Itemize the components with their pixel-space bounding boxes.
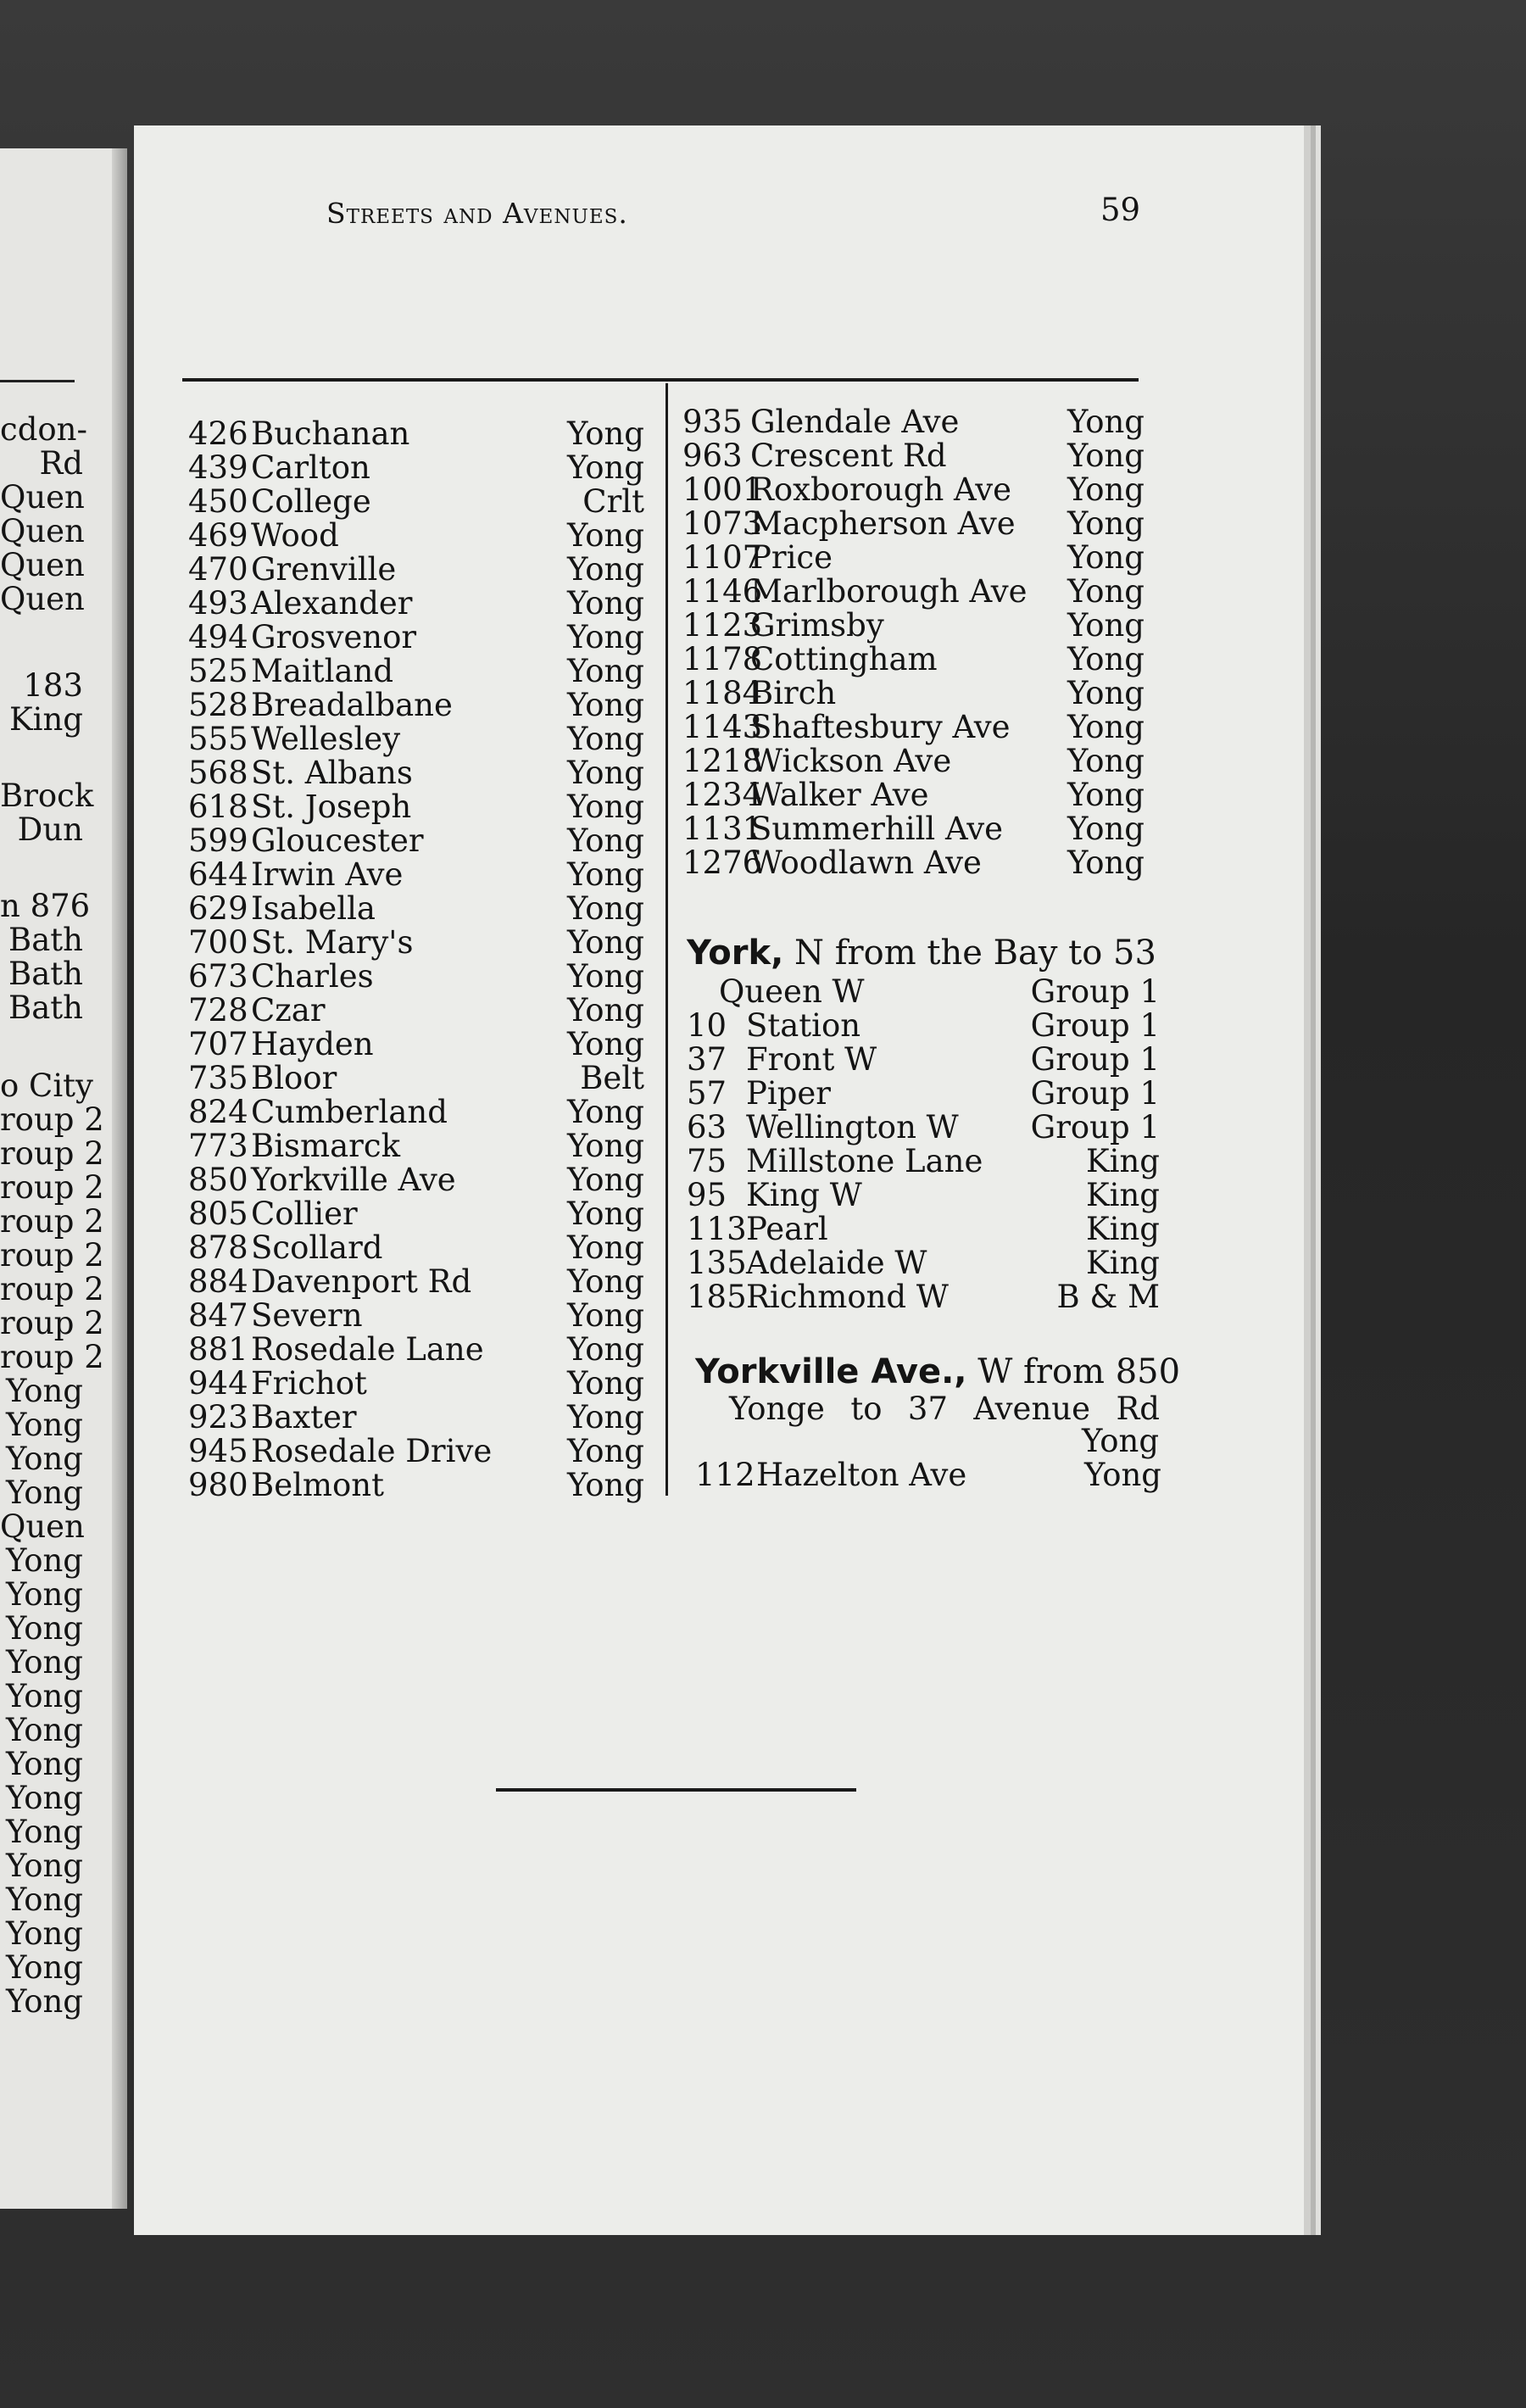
street-name: Shaftesbury Ave — [750, 709, 1011, 745]
street-name: Cottingham — [750, 641, 938, 677]
street-entry — [188, 1062, 644, 1095]
street-entry — [188, 587, 644, 621]
street-group: Yong — [566, 755, 644, 791]
facing-page-text: Yong — [5, 1441, 83, 1477]
street-name: Czar — [251, 992, 326, 1028]
facing-page-text: cdon- — [0, 411, 88, 448]
street-number: 923 — [188, 1399, 248, 1435]
facing-page-text: roup 2 — [0, 1203, 104, 1240]
street-name: Pearl — [746, 1211, 828, 1247]
facing-page-text: Bath — [8, 922, 83, 958]
street-entry — [188, 1333, 644, 1367]
street-name: Queen W — [719, 973, 865, 1010]
street-number: 847 — [188, 1297, 248, 1334]
facing-page-text: roup 2 — [0, 1135, 104, 1172]
york-heading — [687, 935, 1160, 971]
facing-page-text: roup 2 — [0, 1305, 104, 1341]
street-number: 644 — [188, 856, 248, 893]
street-group: Yong — [566, 653, 644, 689]
street-entry — [687, 1280, 1160, 1314]
street-group: Yong — [1067, 743, 1144, 779]
street-group: Yong — [566, 517, 644, 554]
street-group: Yong — [566, 1026, 644, 1062]
street-group: Yong — [1067, 709, 1144, 745]
facing-page-text: Quen — [0, 479, 85, 516]
street-number: 1276 — [682, 844, 763, 881]
street-group: Group 1 — [1030, 1007, 1160, 1044]
street-number: 1131 — [682, 811, 763, 847]
facing-page-text: n 876 — [0, 888, 91, 924]
street-name: Grosvenor — [251, 619, 417, 655]
street-name: Rosedale Drive — [251, 1433, 493, 1469]
street-name: Hazelton Ave — [756, 1457, 967, 1493]
street-entry — [188, 1367, 644, 1401]
facing-page-text: Yong — [5, 1474, 83, 1511]
street-group: Yong — [1067, 404, 1144, 440]
street-name: King W — [746, 1177, 862, 1213]
street-group: Crlt — [582, 483, 644, 520]
street-group: Yong — [1067, 607, 1144, 644]
facing-page-text: roup 2 — [0, 1101, 104, 1138]
street-name: Summerhill Ave — [750, 811, 1004, 847]
facing-page-text: roup 2 — [0, 1237, 104, 1274]
street-entry — [188, 417, 644, 451]
street-entry — [188, 688, 644, 722]
street-name: Severn — [251, 1297, 363, 1334]
facing-page-text: Yong — [5, 1746, 83, 1782]
street-name: Carlton — [251, 449, 370, 486]
york-first-line — [719, 975, 1160, 1009]
facing-page-text: Brock — [0, 778, 94, 814]
facing-page-text: Quen — [0, 1508, 85, 1545]
street-group: Yong — [566, 449, 644, 486]
facing-page-text: Yong — [5, 1678, 83, 1714]
street-name: Station — [746, 1007, 861, 1044]
street-number: 113 — [687, 1211, 747, 1247]
street-name: Roxborough Ave — [750, 471, 1012, 508]
street-name: Rosedale Lane — [251, 1331, 484, 1368]
street-name: Scollard — [251, 1229, 383, 1266]
street-number: 824 — [188, 1094, 248, 1130]
street-entry — [188, 926, 644, 960]
street-entry — [682, 473, 1144, 507]
street-number: 135 — [687, 1245, 747, 1281]
street-entry — [682, 643, 1144, 677]
street-entry — [682, 609, 1144, 643]
street-entry — [687, 1145, 1160, 1179]
york-title: York, — [687, 934, 784, 973]
street-entry — [687, 1077, 1160, 1111]
street-number: 884 — [188, 1263, 248, 1300]
yorkville-description: W from 850 — [977, 1352, 1181, 1391]
facing-page-rule — [0, 380, 75, 382]
street-group: Group 1 — [1030, 1109, 1160, 1145]
street-entry — [188, 1401, 644, 1435]
facing-page-text: Yong — [5, 1780, 83, 1816]
street-number: 599 — [188, 822, 248, 859]
street-entry — [188, 756, 644, 790]
street-group: Yong — [566, 890, 644, 927]
street-entry — [682, 711, 1144, 744]
facing-page-text: Yong — [5, 1542, 83, 1579]
street-name: Charles — [251, 958, 374, 995]
street-number: 75 — [687, 1143, 727, 1179]
street-number: 1107 — [682, 539, 763, 576]
street-name: Millstone Lane — [746, 1143, 983, 1179]
facing-page-text: Yong — [5, 1576, 83, 1613]
facing-page-text: Dun — [17, 811, 83, 848]
street-entry — [188, 621, 644, 655]
street-group: Yong — [1067, 675, 1144, 711]
street-entry — [188, 553, 644, 587]
street-entry — [188, 451, 644, 485]
facing-page-text: Yong — [5, 1373, 83, 1409]
street-entry — [188, 994, 644, 1028]
street-group: Yong — [1083, 1457, 1161, 1493]
street-name: Buchanan — [251, 415, 410, 452]
street-name: Grenville — [251, 551, 397, 588]
street-group: Yong — [566, 619, 644, 655]
street-number: 1143 — [682, 709, 763, 745]
facing-page-text: Yong — [5, 1949, 83, 1986]
street-number: 63 — [687, 1109, 727, 1145]
street-name: Front W — [746, 1041, 877, 1078]
facing-page-text: o City — [0, 1067, 93, 1104]
street-entry — [682, 812, 1144, 846]
yorkville-heading — [695, 1352, 1181, 1391]
street-entry — [682, 439, 1144, 473]
street-entry — [188, 485, 644, 519]
street-name: Grimsby — [750, 607, 884, 644]
street-group: Yong — [566, 551, 644, 588]
street-number: 935 — [682, 404, 743, 440]
facing-page-text: Bath — [8, 989, 83, 1026]
facing-page-text: Yong — [5, 1712, 83, 1748]
street-number: 568 — [188, 755, 248, 791]
street-number: 707 — [188, 1026, 248, 1062]
street-group: Yong — [566, 1229, 644, 1266]
street-group: Yong — [566, 1365, 644, 1402]
street-entry — [695, 1458, 1161, 1492]
street-name: Maitland — [251, 653, 394, 689]
york-description: N from the Bay to 53 — [794, 934, 1156, 973]
facing-page-text: Yong — [5, 1881, 83, 1918]
street-entry — [188, 722, 644, 756]
street-entry — [682, 507, 1144, 541]
facing-page-text: 183 — [23, 667, 83, 704]
street-number: 494 — [188, 619, 248, 655]
facing-page-text: Yong — [5, 1407, 83, 1443]
street-group: Yong — [1067, 811, 1144, 847]
page-number: 59 — [1100, 192, 1141, 228]
street-name: College — [251, 483, 371, 520]
street-entry — [682, 677, 1144, 711]
street-entry — [188, 858, 644, 892]
street-group: Group 1 — [1030, 973, 1160, 1010]
street-name: Bloor — [251, 1060, 337, 1096]
yorkville-group: Yong — [1082, 1423, 1160, 1459]
street-group: Yong — [1067, 844, 1144, 881]
street-entry — [682, 778, 1144, 812]
street-group: Yong — [566, 585, 644, 622]
facing-page-text: roup 2 — [0, 1169, 104, 1206]
street-number: 1146 — [682, 573, 763, 610]
facing-page-text: Yong — [5, 1610, 83, 1647]
street-group: Yong — [1067, 471, 1144, 508]
street-number: 37 — [687, 1041, 727, 1078]
street-name: Wood — [251, 517, 339, 554]
street-name: Belmont — [251, 1467, 384, 1503]
street-group: Yong — [1067, 777, 1144, 813]
street-number: 1178 — [682, 641, 763, 677]
facing-page-text: roup 2 — [0, 1271, 104, 1307]
street-name: Adelaide W — [746, 1245, 927, 1281]
street-number: 805 — [188, 1196, 248, 1232]
street-group: Yong — [566, 1094, 644, 1130]
facing-page-text: Yong — [5, 1915, 83, 1952]
facing-page-text: Bath — [8, 956, 83, 992]
page-gutter — [112, 148, 127, 2209]
street-number: 439 — [188, 449, 248, 486]
facing-page-text: Yong — [5, 1848, 83, 1884]
street-number: 728 — [188, 992, 248, 1028]
street-entry — [188, 1163, 644, 1197]
street-name: Birch — [750, 675, 837, 711]
street-group: Yong — [1067, 438, 1144, 474]
street-number: 555 — [188, 721, 248, 757]
facing-page-text: Quen — [0, 581, 85, 617]
street-entry — [687, 1212, 1160, 1246]
street-number: 878 — [188, 1229, 248, 1266]
street-number: 470 — [188, 551, 248, 588]
street-number: 735 — [188, 1060, 248, 1096]
street-number: 1218 — [682, 743, 763, 779]
street-entry — [188, 519, 644, 553]
street-number: 426 — [188, 415, 248, 452]
street-entry — [682, 846, 1144, 880]
street-group: Group 1 — [1030, 1075, 1160, 1112]
street-group: Yong — [566, 1263, 644, 1300]
street-entry — [188, 1129, 644, 1163]
street-group: Yong — [1067, 641, 1144, 677]
street-entry — [188, 1231, 644, 1265]
street-name: Yorkville Ave — [251, 1162, 456, 1198]
street-number: 673 — [188, 958, 248, 995]
facing-page-text: Yong — [5, 1983, 83, 2020]
street-name: Wellesley — [251, 721, 401, 757]
street-entry — [188, 1265, 644, 1299]
street-number: 185 — [687, 1279, 747, 1315]
street-entry — [687, 1179, 1160, 1212]
street-group: Yong — [566, 1331, 644, 1368]
street-group: Yong — [566, 992, 644, 1028]
street-name: Breadalbane — [251, 687, 453, 723]
street-number: 528 — [188, 687, 248, 723]
street-number: 112 — [695, 1457, 755, 1493]
street-group: Yong — [566, 856, 644, 893]
street-number: 629 — [188, 890, 248, 927]
street-group: Group 1 — [1030, 1041, 1160, 1078]
street-name: Hayden — [251, 1026, 374, 1062]
street-name: Frichot — [251, 1365, 367, 1402]
street-group: King — [1086, 1143, 1160, 1179]
street-group: Yong — [566, 1196, 644, 1232]
street-name: Richmond W — [746, 1279, 949, 1315]
street-name: Walker Ave — [750, 777, 929, 813]
street-name: St. Mary's — [251, 924, 414, 961]
street-entry — [188, 655, 644, 688]
street-group: Yong — [566, 924, 644, 961]
street-number: 944 — [188, 1365, 248, 1402]
street-group: King — [1086, 1211, 1160, 1247]
facing-page-text: Quen — [0, 547, 85, 583]
street-number: 95 — [687, 1177, 727, 1213]
facing-page-text: roup 2 — [0, 1339, 104, 1375]
street-group: Yong — [566, 1467, 644, 1503]
street-entry — [188, 960, 644, 994]
street-group: King — [1086, 1245, 1160, 1281]
street-name: St. Albans — [251, 755, 413, 791]
street-entry — [188, 1469, 644, 1502]
street-entry — [687, 1246, 1160, 1280]
yorkville-subline: Yonge to 37 Avenue Rd — [729, 1391, 1160, 1427]
end-rule — [496, 1788, 856, 1792]
street-name: Irwin Ave — [251, 856, 404, 893]
street-entry — [188, 1095, 644, 1129]
street-entry — [188, 1299, 644, 1333]
street-name: Gloucester — [251, 822, 424, 859]
street-number: 980 — [188, 1467, 248, 1503]
street-name: Isabella — [251, 890, 376, 927]
street-entry — [188, 1435, 644, 1469]
street-group: Yong — [1067, 539, 1144, 576]
street-name: Woodlawn Ave — [750, 844, 982, 881]
facing-page-text: Rd — [39, 445, 83, 482]
street-group: B & M — [1056, 1279, 1160, 1315]
street-number: 450 — [188, 483, 248, 520]
street-group: Yong — [1067, 573, 1144, 610]
street-group: Yong — [566, 1297, 644, 1334]
street-group: Yong — [566, 958, 644, 995]
street-group: Belt — [580, 1060, 644, 1096]
street-entry — [188, 892, 644, 926]
street-number: 618 — [188, 789, 248, 825]
street-number: 1073 — [682, 505, 763, 542]
street-group: Yong — [566, 1433, 644, 1469]
street-number: 1001 — [682, 471, 763, 508]
street-group: Yong — [566, 721, 644, 757]
facing-page-text: Quen — [0, 513, 85, 549]
street-group: Yong — [566, 1399, 644, 1435]
facing-page-text: Yong — [5, 1814, 83, 1850]
street-group: King — [1086, 1177, 1160, 1213]
street-name: Davenport Rd — [251, 1263, 472, 1300]
street-entry — [687, 1111, 1160, 1145]
facing-page-text: Yong — [5, 1644, 83, 1681]
street-number: 773 — [188, 1128, 248, 1164]
street-name: Crescent Rd — [750, 438, 947, 474]
street-group: Yong — [1067, 505, 1144, 542]
street-number: 493 — [188, 585, 248, 622]
yorkville-title: Yorkville Ave., — [695, 1352, 967, 1391]
street-number: 1123 — [682, 607, 763, 644]
street-number: 963 — [682, 438, 743, 474]
street-number: 10 — [687, 1007, 727, 1044]
street-number: 57 — [687, 1075, 727, 1112]
street-name: Alexander — [251, 585, 413, 622]
street-entry — [188, 1028, 644, 1062]
street-group: Yong — [566, 415, 644, 452]
running-header: Streets and Avenues. — [326, 197, 628, 230]
street-entry — [682, 405, 1144, 439]
street-entry — [682, 575, 1144, 609]
street-name: Glendale Ave — [750, 404, 960, 440]
street-entry — [188, 824, 644, 858]
street-entry — [687, 1043, 1160, 1077]
street-entry — [188, 790, 644, 824]
street-group: Yong — [566, 687, 644, 723]
facing-page-text: King — [9, 701, 83, 738]
street-number: 525 — [188, 653, 248, 689]
street-name: Marlborough Ave — [750, 573, 1028, 610]
street-name: Bismarck — [251, 1128, 400, 1164]
street-entry — [682, 541, 1144, 575]
street-name: Price — [750, 539, 833, 576]
street-name: Baxter — [251, 1399, 357, 1435]
street-group: Yong — [566, 789, 644, 825]
street-number: 700 — [188, 924, 248, 961]
street-name: Piper — [746, 1075, 831, 1112]
street-group: Yong — [566, 1128, 644, 1164]
street-name: St. Joseph — [251, 789, 412, 825]
street-name: Wellington W — [746, 1109, 959, 1145]
header-rule — [182, 378, 1139, 382]
street-number: 1234 — [682, 777, 763, 813]
street-number: 945 — [188, 1433, 248, 1469]
column-divider — [666, 383, 668, 1496]
street-number: 850 — [188, 1162, 248, 1198]
street-group: Yong — [566, 822, 644, 859]
street-name: Cumberland — [251, 1094, 448, 1130]
street-number: 469 — [188, 517, 248, 554]
street-name: Macpherson Ave — [750, 505, 1016, 542]
street-number: 881 — [188, 1331, 248, 1368]
street-entry — [687, 1009, 1160, 1043]
street-name: Wickson Ave — [750, 743, 952, 779]
street-number: 1184 — [682, 675, 763, 711]
street-name: Collier — [251, 1196, 358, 1232]
street-group: Yong — [566, 1162, 644, 1198]
street-entry — [682, 744, 1144, 778]
street-entry — [188, 1197, 644, 1231]
